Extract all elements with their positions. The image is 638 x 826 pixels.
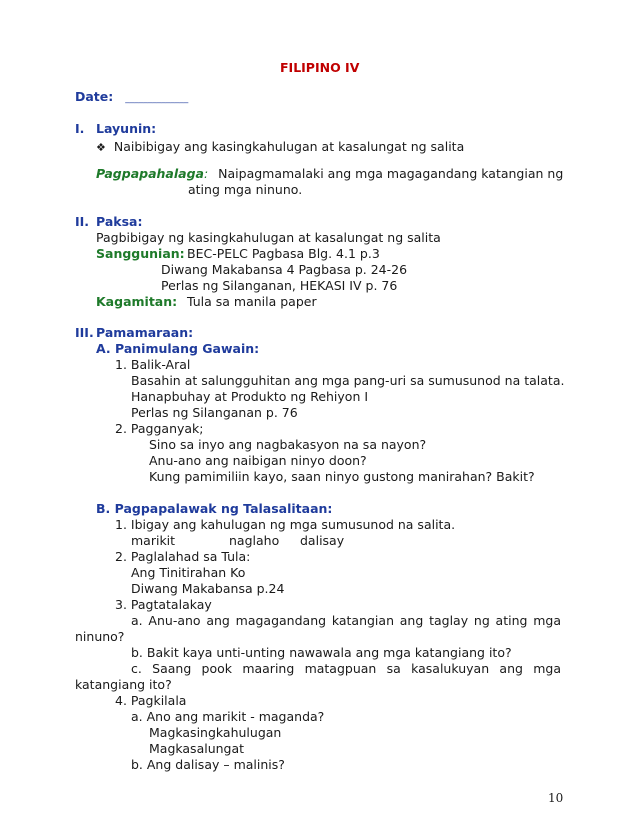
section-3-heading: Pamamaraan: xyxy=(96,325,194,340)
pagpapahalaga-text-2: ating mga ninuno. xyxy=(188,182,303,197)
pagganyak-line-2: Anu-ano ang naibigan ninyo doon? xyxy=(149,453,367,468)
pagpapahalaga-line xyxy=(96,166,563,182)
pagpapahalaga-text-1: Naipagmamalaki ang mga magagandang katangian ng xyxy=(218,166,564,181)
paglalahad-label: 2. Paglalahad sa Tula: xyxy=(115,549,251,564)
balik-aral-label: 1. Balik-Aral xyxy=(115,357,191,372)
section-2-number: II. xyxy=(75,214,90,229)
section-1-heading: Layunin: xyxy=(96,121,157,136)
section-2-heading: Paksa: xyxy=(96,214,143,229)
date-row xyxy=(75,89,188,107)
paglalahad-line-1: Ang Tinitirahan Ko xyxy=(131,565,246,580)
question-c-line-1: c. Saang pook maaring matagpuan sa kasalukuyan ang mga xyxy=(131,661,561,676)
page-title: FILIPINO IV xyxy=(280,60,360,75)
layunin-text: Naibibigay ang kasingkahulugan at kasalungat ng salita xyxy=(113,139,465,154)
pagganyak-line-3: Kung pamimiliin kayo, saan ninyo gustong manirahan? Bakit? xyxy=(149,469,535,484)
pagganyak-label: 2. Pagganyak; xyxy=(115,421,204,436)
pagkilala-item-a: a. Ano ang marikit - maganda? xyxy=(131,709,325,724)
question-a-line-1: a. Anu-ano ang magagandang katangian ang taglay ng ating mga xyxy=(131,613,561,628)
section-3-number: III. xyxy=(75,325,94,340)
section-1-number: I. xyxy=(75,121,85,136)
word-2: naglaho xyxy=(229,533,280,548)
pagpapahalaga-label: Pagpapahalaga xyxy=(96,166,204,181)
reference-1: BEC-PELC Pagbasa Blg. 4.1 p.3 xyxy=(187,246,380,261)
kagamitan-label: Kagamitan: xyxy=(96,294,178,309)
word-3: dalisay xyxy=(300,533,345,548)
pagkilala-option-2: Magkasalungat xyxy=(149,741,245,756)
balik-aral-line-1: Basahin at salungguhitan ang mga pang-uri sa sumusunod na talata. xyxy=(131,373,565,388)
paksa-text: Pagbibigay ng kasingkahulugan at kasalungat ng salita xyxy=(96,230,441,245)
pagtatalakay-label: 3. Pagtatalakay xyxy=(115,597,212,612)
page-number: 10 xyxy=(548,791,564,805)
reference-3: Perlas ng Silanganan, HEKASI IV p. 76 xyxy=(161,278,398,293)
balik-aral-line-3: Perlas ng Silanganan p. 76 xyxy=(131,405,298,420)
question-b: b. Bakit kaya unti-unting nawawala ang mga katangiang ito? xyxy=(131,645,512,660)
layunin-bullet-line xyxy=(96,139,464,156)
question-c-line-2: katangiang ito? xyxy=(75,677,172,692)
question-a-line-2: ninuno? xyxy=(75,629,125,644)
kagamitan-text: Tula sa manila paper xyxy=(187,294,317,309)
pagkilala-option-1: Magkasingkahulugan xyxy=(149,725,282,740)
word-1: marikit xyxy=(131,533,176,548)
pagganyak-line-1: Sino sa inyo ang nagbakasyon na sa nayon? xyxy=(149,437,427,452)
reference-2: Diwang Makabansa 4 Pagbasa p. 24-26 xyxy=(161,262,408,277)
sanggunian-label: Sanggunian: xyxy=(96,246,185,261)
pagkilala-label: 4. Pagkilala xyxy=(115,693,187,708)
pagpapahalaga-colon: : xyxy=(203,166,209,181)
balik-aral-line-2: Hanapbuhay at Produkto ng Rehiyon I xyxy=(131,389,369,404)
talasalitaan-instruction: 1. Ibigay ang kahulugan ng mga sumusunod na salita. xyxy=(115,517,456,532)
date-blank: ______________ xyxy=(125,94,189,104)
paglalahad-line-2: Diwang Makabansa p.24 xyxy=(131,581,285,596)
subsection-a-heading: A. Panimulang Gawain: xyxy=(96,341,260,356)
pagkilala-item-b: b. Ang dalisay – malinis? xyxy=(131,757,285,772)
diamond-bullet-icon: ❖ xyxy=(96,141,106,154)
date-label: Date: xyxy=(75,89,114,104)
subsection-b-heading: B. Pagpapalawak ng Talasalitaan: xyxy=(96,501,333,516)
